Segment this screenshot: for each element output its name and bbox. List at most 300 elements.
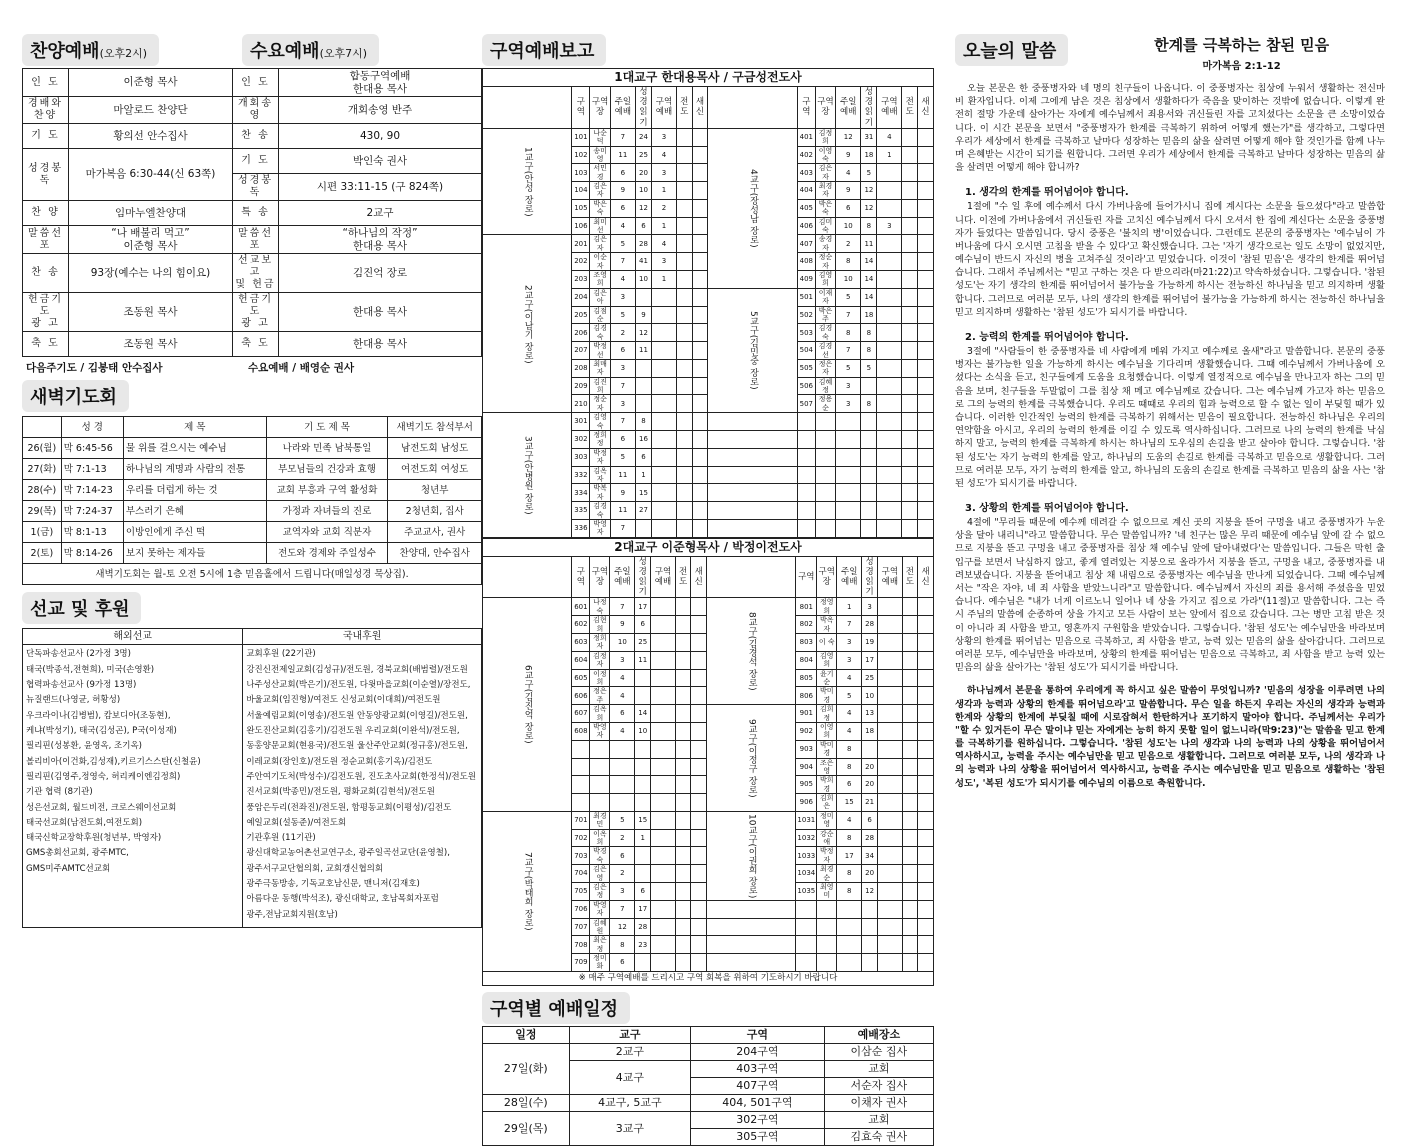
zone-cell: 최은정 — [590, 936, 610, 954]
schedule-header: 일정 — [483, 1026, 570, 1043]
zone-empty-cell — [676, 342, 692, 360]
zone-cell: 정미영 — [817, 811, 837, 829]
sunday-label: 경배와찬양 — [23, 97, 69, 124]
zone-cell: 20 — [862, 758, 878, 776]
zone-cell: 3 — [877, 217, 902, 235]
zone-cell: 206 — [572, 324, 590, 342]
zone-empty-cell — [902, 306, 918, 324]
zone-empty-cell — [691, 705, 707, 723]
zone-cell: 12 — [862, 882, 878, 900]
zone-cell: 28 — [635, 235, 651, 253]
zone-cell: 6 — [610, 342, 635, 360]
zone-cell: 607 — [572, 705, 590, 723]
zone-cell — [651, 651, 676, 669]
mission-line: 강진신전제일교회(김성규)/전도원, 경북교회(배범렬)/전도원 — [246, 664, 468, 675]
worship-row — [23, 97, 482, 124]
zone-cell: 207 — [572, 342, 590, 360]
schedule-cell: 27일(화) — [483, 1043, 570, 1094]
zone-cell: 805 — [796, 669, 817, 687]
zone-empty-cell — [692, 377, 708, 395]
zone-cell: 7 — [610, 519, 635, 537]
zone-empty-cell — [675, 598, 691, 616]
zone-empty-cell — [837, 936, 862, 954]
zone-empty-cell — [918, 324, 934, 342]
zone-cell: 서민경 — [590, 164, 610, 182]
zone-empty-cell — [676, 164, 692, 182]
zone-cell — [572, 776, 590, 794]
zone-empty-cell — [902, 128, 918, 146]
zone-empty-cell — [817, 900, 837, 918]
zone-empty-cell — [918, 466, 934, 484]
mission-line: 나주성산교회(박은기)/전도원, 다윗마을교회(이순열)/장전도, — [246, 680, 471, 690]
zone-cell: 1 — [652, 182, 677, 200]
zone-empty-cell — [692, 395, 708, 413]
zone-cell: 6 — [610, 705, 635, 723]
zone-cell: 10 — [836, 271, 861, 289]
zone-column-header: 구역장 — [590, 556, 610, 598]
zone-cell: 김은정 — [590, 882, 610, 900]
zone-cell — [878, 829, 903, 847]
wednesday-label: 인 도 — [233, 69, 279, 97]
zone-cell: 25 — [635, 634, 651, 652]
zone-cell: 박정자 — [590, 448, 610, 466]
zone-cell: 김정희 — [815, 128, 835, 146]
zone-cell: 210 — [572, 395, 590, 413]
zone-cell: 801 — [796, 598, 817, 616]
zone-cell: 903 — [796, 740, 817, 758]
zone-cell: 박정자 — [817, 847, 837, 865]
zone-empty-cell — [918, 882, 934, 900]
zone-cell — [572, 794, 590, 812]
zone-cell — [652, 484, 677, 502]
wednesday-value: 박인숙 권사 — [279, 149, 482, 174]
zone-group-label: 4교구(장성남 장로) — [708, 128, 797, 288]
zone-empty-cell — [796, 918, 817, 936]
zone-empty-cell — [708, 519, 797, 537]
mission-line: 풍암은두리(전좌진)/전도원, 함평동교회(이평성)/김전도 — [246, 802, 452, 813]
schedule-cell: 교회 — [824, 1111, 933, 1128]
zone-empty-cell — [918, 936, 934, 954]
wednesday-label: 성경봉독 — [233, 174, 279, 201]
zone-empty-cell — [796, 936, 817, 954]
mission-line: 우크라이나(김병범), 캄보디아(조동현), — [26, 710, 171, 721]
mission-line: GMS총회선교회, 광주MTC, — [26, 848, 129, 859]
zone-cell: 정은주 — [590, 687, 610, 705]
zone-column-header: 주일예배 — [836, 87, 861, 129]
zone-cell: 201 — [572, 235, 590, 253]
zone-cell: 11 — [635, 651, 651, 669]
zone-cell: 602 — [572, 616, 590, 634]
zone-cell: 12 — [836, 128, 861, 146]
zone-empty-cell — [676, 217, 692, 235]
zone-cell: 김미숙 — [815, 217, 835, 235]
wednesday-label: 축 도 — [233, 332, 279, 357]
zone-cell: 10 — [610, 634, 635, 652]
zone-cell: 8 — [861, 217, 877, 235]
zone-empty-cell — [902, 865, 918, 883]
zone-cell — [590, 776, 610, 794]
zone-cell: 11 — [635, 342, 651, 360]
zone-cell: 1 — [635, 466, 651, 484]
zone-empty-cell — [902, 829, 918, 847]
zone-cell: 9 — [836, 182, 861, 200]
dawn-cell: 2(토) — [23, 543, 62, 564]
zone-empty-cell — [902, 448, 918, 466]
zone-empty-cell — [918, 502, 934, 520]
zone-cell: 9 — [836, 146, 861, 164]
zone-empty-cell — [676, 502, 692, 520]
zone-empty-cell — [902, 377, 918, 395]
mission-line: 볼리비아(이건화,김성재),키르기스스탄(신철윤) — [26, 756, 201, 767]
zone-empty-cell — [918, 395, 934, 413]
zone-cell: 김영숙 — [590, 413, 610, 431]
zone-empty-cell — [902, 882, 918, 900]
zone-cell: 11 — [861, 235, 877, 253]
zone-empty-cell — [675, 954, 691, 972]
zone-empty-cell — [902, 687, 918, 705]
dawn-prayer-footer: 새벽기도회는 월-토 오전 5시에 1층 믿음홀에서 드립니다(매일성경 묵상집). — [23, 564, 482, 585]
zone-empty-cell — [676, 235, 692, 253]
zone-cell: 정미화 — [590, 954, 610, 972]
dawn-header-cell: 성 경 — [61, 417, 123, 438]
mission-line: 필리핀(김영주,정영숙, 허리케이엔김정희) — [26, 771, 181, 782]
domestic-header: 국내후원 — [243, 629, 482, 645]
zone-cell: 정순자 — [590, 395, 610, 413]
zone-empty-cell — [918, 413, 934, 431]
zone-cell: 409 — [797, 271, 815, 289]
zone-cell: 3 — [836, 395, 861, 413]
zone-cell — [635, 395, 651, 413]
zone-empty-cell — [877, 413, 902, 431]
zone-empty-cell — [708, 448, 797, 466]
zone-cell: 503 — [797, 324, 815, 342]
mission-line: GMS미주AMTC선교회 — [26, 863, 111, 874]
zone-empty-cell — [902, 253, 918, 271]
dawn-cell: 막 7:14-23 — [61, 480, 123, 501]
sermon-title: 한계를 극복하는 참된 믿음 — [1154, 36, 1330, 54]
dawn-cell: 29(목) — [23, 501, 62, 522]
zone-cell: 1 — [652, 217, 677, 235]
zone-cell: 6 — [836, 199, 861, 217]
zone-cell: 407 — [797, 235, 815, 253]
zone-cell: 11 — [610, 466, 635, 484]
zone-cell: 김옥자 — [590, 466, 610, 484]
zone-empty-cell — [691, 900, 707, 918]
dawn-cell: 물 위를 걸으시는 예수님 — [123, 438, 266, 459]
zone-cell: 24 — [635, 128, 651, 146]
zone-cell: 박미경 — [817, 687, 837, 705]
zone-empty-cell — [918, 377, 934, 395]
zone-column-header: 주일예배 — [837, 556, 862, 598]
zone-cell: 1 — [877, 146, 902, 164]
zone-cell: 405 — [797, 199, 815, 217]
zone-cell: 4 — [610, 687, 635, 705]
zone-column-header: 성경 읽기 — [635, 556, 651, 598]
district-title: 2대교구 이준형목사 / 박정이전도사 — [483, 538, 934, 556]
dawn-cell: 26(월) — [23, 438, 62, 459]
zone-cell: 401 — [797, 128, 815, 146]
zone-cell: 김경선 — [815, 342, 835, 360]
zone-report-banner: 구역예배보고 — [482, 34, 606, 66]
zone-cell: 702 — [572, 829, 590, 847]
mission-line: 예일교회(설동준)/여전도회 — [246, 817, 347, 828]
zone-cell — [635, 740, 651, 758]
zone-cell: 5 — [836, 288, 861, 306]
zone-cell: 41 — [635, 253, 651, 271]
zone-cell: 402 — [797, 146, 815, 164]
zone-empty-cell — [862, 918, 878, 936]
zone-cell: 703 — [572, 847, 590, 865]
zone-cell: 5 — [610, 448, 635, 466]
zone-group-label: 10교구(이권희 장로) — [707, 811, 796, 900]
district-title: 1대교구 한대용목사 / 구금성전도사 — [483, 69, 934, 87]
zone-empty-cell — [675, 634, 691, 652]
zone-empty-cell — [902, 758, 918, 776]
zone-cell: 802 — [796, 616, 817, 634]
zone-empty-cell — [691, 740, 707, 758]
zone-empty-cell — [691, 616, 707, 634]
zone-empty-cell — [692, 164, 708, 182]
zone-cell: 8 — [837, 865, 862, 883]
zone-cell: 14 — [635, 705, 651, 723]
zone-cell: 23 — [635, 936, 651, 954]
zone-empty-cell — [918, 865, 934, 883]
zone-empty-cell — [675, 776, 691, 794]
zone-cell: 김점순 — [590, 306, 610, 324]
wednesday-value: 430, 90 — [279, 124, 482, 149]
zone-empty-cell — [918, 687, 934, 705]
zone-cell: 21 — [862, 794, 878, 812]
zone-cell — [635, 359, 651, 377]
group-label-header — [708, 87, 797, 129]
zone-empty-cell — [797, 466, 815, 484]
zone-empty-cell — [676, 146, 692, 164]
zone-empty-cell — [692, 484, 708, 502]
zone-empty-cell — [918, 448, 934, 466]
sermon-reference: 마가복음 2:1-12 — [1202, 61, 1281, 72]
zone-cell: 335 — [572, 502, 590, 520]
zone-empty-cell — [902, 847, 918, 865]
zone-cell: 박옥자 — [817, 616, 837, 634]
zone-empty-cell — [691, 882, 707, 900]
zone-cell: 나순덕 — [590, 128, 610, 146]
zone-empty-cell — [918, 651, 934, 669]
zone-cell: 706 — [572, 900, 590, 918]
zone-cell: 김경숙 — [815, 324, 835, 342]
mission-line: 태국(박종석,전현희), 미국(손영환) — [26, 664, 155, 675]
zone-cell: 최영미 — [817, 882, 837, 900]
sermon-point-1: 1. 생각의 한계를 뛰어넘어야 합니다. — [965, 187, 1129, 199]
dawn-cell: 전도와 경제와 주일성수 — [266, 543, 388, 564]
zone-cell: 9 — [610, 484, 635, 502]
mission-line: 필리핀(성봉환, 윤영옥, 조기옥) — [26, 741, 142, 752]
zone-empty-cell — [918, 616, 934, 634]
zone-column-header: 구역 — [572, 87, 590, 129]
zone-cell: 4 — [837, 811, 862, 829]
dawn-cell: 1(금) — [23, 522, 62, 543]
zone-empty-cell — [675, 882, 691, 900]
zone-cell — [651, 865, 676, 883]
zone-column-header: 구역예배 — [877, 87, 902, 129]
zone-cell — [635, 669, 651, 687]
sunday-label: 축 도 — [23, 332, 69, 357]
zone-cell — [877, 395, 902, 413]
zone-cell — [878, 740, 903, 758]
zone-cell: 송경자 — [815, 235, 835, 253]
schedule-cell: 서순자 집사 — [824, 1077, 933, 1094]
zone-cell: 2 — [610, 865, 635, 883]
zone-cell: 조은영 — [817, 758, 837, 776]
zone-empty-cell — [707, 900, 796, 918]
zone-cell: 박은숙 — [815, 199, 835, 217]
district2-table — [482, 538, 934, 986]
zone-empty-cell — [902, 669, 918, 687]
zone-empty-cell — [918, 217, 934, 235]
zone-cell: 최경순 — [817, 865, 837, 883]
zone-empty-cell — [796, 954, 817, 972]
zone-cell: 6 — [635, 616, 651, 634]
zone-cell: 20 — [862, 776, 878, 794]
zone-cell: 606 — [572, 687, 590, 705]
zone-empty-cell — [676, 413, 692, 431]
zone-empty-cell — [692, 146, 708, 164]
zone-empty-cell — [692, 199, 708, 217]
zone-cell — [610, 776, 635, 794]
zone-cell: 404 — [797, 182, 815, 200]
zone-cell: 6 — [635, 882, 651, 900]
zone-empty-cell — [837, 954, 862, 972]
zone-cell: 8 — [837, 829, 862, 847]
zone-cell: 6 — [610, 954, 635, 972]
wednesday-worship-banner: 수요예배(오후7시) — [242, 34, 379, 66]
zone-cell: 5 — [610, 235, 635, 253]
dawn-cell: 가정과 자녀들의 진로 — [266, 501, 388, 522]
zone-cell: 209 — [572, 377, 590, 395]
zone-cell — [651, 740, 676, 758]
wednesday-value: 2교구 — [279, 201, 482, 226]
zone-cell: 10 — [635, 271, 651, 289]
zone-cell: 10 — [862, 687, 878, 705]
zone-cell: 최미선 — [590, 217, 610, 235]
mission-line: 바울교회(임진형)/여전도 신성교회(이대희)/여전도원 — [246, 695, 441, 706]
zone-cell — [877, 359, 902, 377]
zone-cell: 17 — [837, 847, 862, 865]
zone-cell: 박희경 — [817, 776, 837, 794]
zone-empty-cell — [707, 936, 796, 954]
zone-empty-cell — [675, 705, 691, 723]
sermon-banner: 오늘의 말씀 — [955, 34, 1068, 66]
zone-cell: 105 — [572, 199, 590, 217]
zone-column-header: 성경 읽기 — [635, 87, 651, 129]
zone-cell: 15 — [837, 794, 862, 812]
zone-empty-cell — [918, 669, 934, 687]
wednesday-value: 개회송영 반주 — [279, 97, 482, 124]
schedule-cell: 404, 501구역 — [691, 1094, 824, 1111]
zone-cell: 이순자 — [590, 253, 610, 271]
zone-empty-cell — [918, 722, 934, 740]
zone-column-header: 구역 — [572, 556, 590, 598]
zone-cell — [651, 794, 676, 812]
mission-line: 기관 협력 (8기관) — [26, 787, 93, 798]
sunday-value: 마알로드 찬양단 — [69, 97, 233, 124]
zone-cell — [610, 758, 635, 776]
zone-empty-cell — [675, 936, 691, 954]
zone-empty-cell — [692, 182, 708, 200]
zone-cell: 4 — [610, 722, 635, 740]
zone-empty-cell — [691, 936, 707, 954]
dawn-row — [23, 543, 482, 564]
zone-empty-cell — [815, 413, 835, 431]
mission-line: 동홍양문교회(현용국)/전도원 울산주안교회(정규홍)/전도원, — [246, 741, 468, 752]
zone-cell: 이옥희 — [590, 829, 610, 847]
zone-cell: 102 — [572, 146, 590, 164]
overseas-list — [23, 645, 243, 928]
zone-column-header: 구역장 — [590, 87, 610, 129]
mission-line: 뉴질랜드(나영균, 허황성) — [26, 695, 121, 706]
zone-group-label: 7교구(박태희 장로) — [483, 811, 572, 971]
mission-line: 광주극동방송, 기독교호남신문, 맨니저(김재호) — [246, 879, 420, 890]
schedule-cell: 4교구 — [569, 1060, 691, 1094]
zone-cell: 김혜정 — [815, 377, 835, 395]
schedule-cell: 407구역 — [691, 1077, 824, 1094]
zone-cell: 8 — [861, 342, 877, 360]
zone-cell: 15 — [635, 811, 651, 829]
mission-line: 서울예림교회(이영송)/전도원 안동양광교회(이영길)/전도원, — [246, 710, 468, 721]
sermon-point-2: 2. 능력의 한계를 뛰어넘어야 합니다. — [965, 332, 1129, 343]
zone-cell: 김영희 — [815, 271, 835, 289]
dawn-cell: 남전도회 남성도 — [388, 438, 482, 459]
zone-cell — [635, 865, 651, 883]
zone-cell: 3 — [652, 164, 677, 182]
zone-empty-cell — [902, 722, 918, 740]
zone-cell — [635, 687, 651, 705]
zone-cell: 902 — [796, 722, 817, 740]
zone-column-header: 전도 — [676, 87, 692, 129]
zone-cell: 403 — [797, 164, 815, 182]
zone-cell: 204 — [572, 288, 590, 306]
zone-cell — [651, 918, 676, 936]
wednesday-value: “하나님의 작정” 한대용 목사 — [279, 226, 482, 254]
zone-empty-cell — [676, 253, 692, 271]
zone-cell — [877, 342, 902, 360]
zone-cell: 1035 — [796, 882, 817, 900]
zone-row — [483, 598, 934, 616]
zone-empty-cell — [918, 829, 934, 847]
zone-cell — [878, 687, 903, 705]
dawn-cell: 막 7:1-13 — [61, 459, 123, 480]
zone-cell: 10 — [635, 722, 651, 740]
zone-empty-cell — [918, 918, 934, 936]
zone-empty-cell — [902, 431, 918, 449]
zone-cell: 4 — [877, 128, 902, 146]
mission-line: 광신대학교농어촌선교연구소, 광주일곡선교단(윤영철), — [246, 848, 450, 859]
zone-cell: 332 — [572, 466, 590, 484]
dawn-cell: 청년부 — [388, 480, 482, 501]
dawn-cell: 우리를 더럽게 하는 것 — [123, 480, 266, 501]
zone-cell — [651, 598, 676, 616]
zone-cell: 18 — [861, 306, 877, 324]
zone-cell: 20 — [635, 164, 651, 182]
zone-column-header: 전도 — [675, 556, 691, 598]
mission-line: 이레교회(장인호)/전도원 정순교회(홍기옥)/김전도 — [246, 756, 433, 767]
zone-empty-cell — [877, 484, 902, 502]
zone-cell: 박미경 — [817, 740, 837, 758]
zone-cell: 336 — [572, 519, 590, 537]
schedule-cell: 29일(목) — [483, 1111, 570, 1145]
zone-cell: 9 — [610, 182, 635, 200]
dawn-row — [23, 438, 482, 459]
zone-cell — [652, 502, 677, 520]
